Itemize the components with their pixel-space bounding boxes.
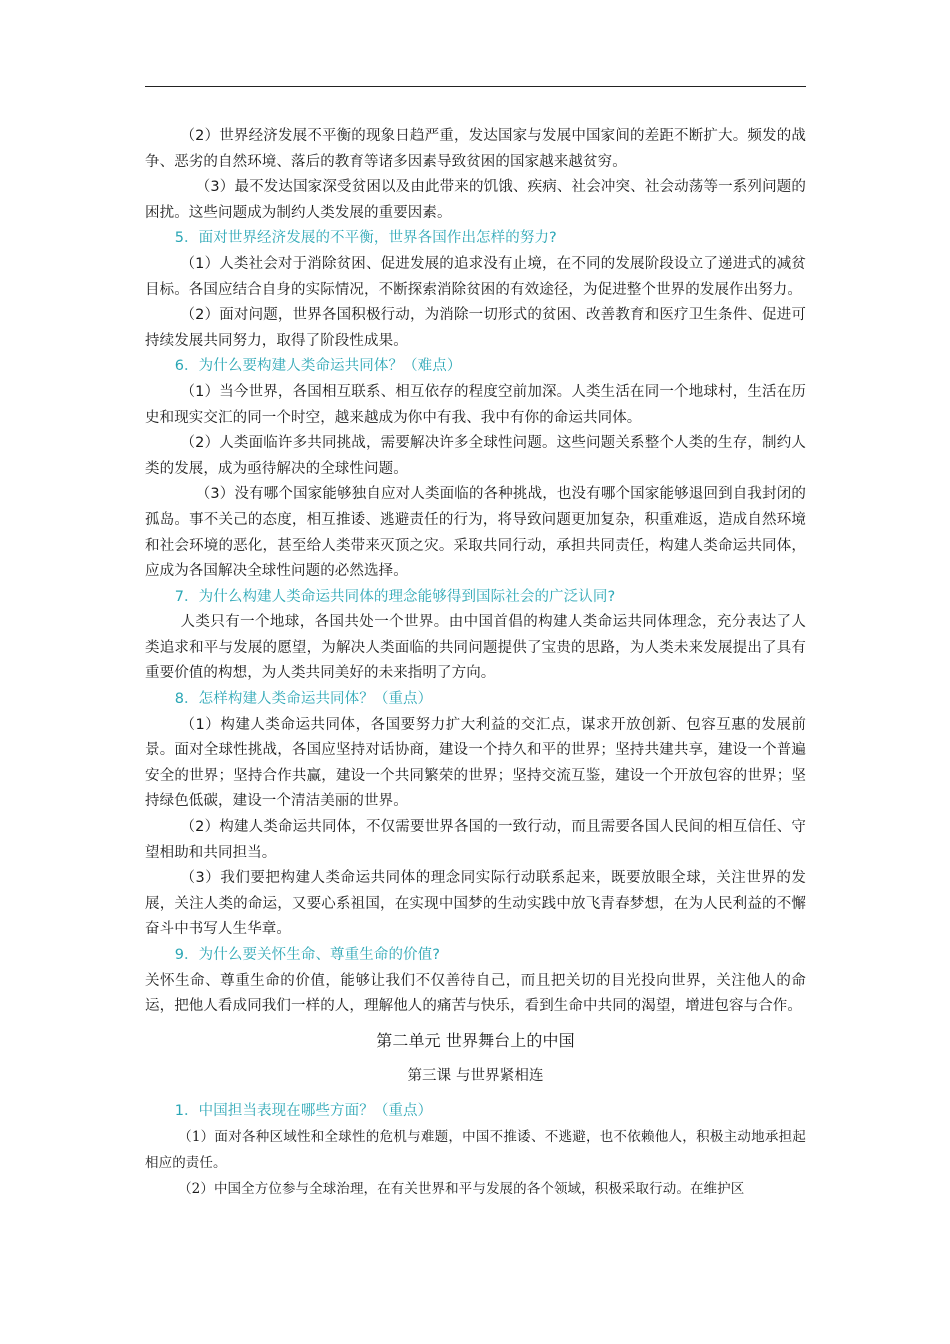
unit-title: 第二单元 世界舞台上的中国	[376, 1030, 575, 1050]
question-heading: 1．中国担当表现在哪些方面？（重点）	[174, 1102, 433, 1119]
paragraph: （1）构建人类命运共同体，各国要努力扩大利益的交汇点，谋求开放创新、包容互惠的发展前景。面对全球性挑战，各国应坚持对话协商，建设一个持久和平的世界；坚持共建共享，建设一个普遍安全的世界；坚持合作共赢，建设一个共同繁荣的世界；坚持交流互鉴，建设一个开放包容的世界；坚持绿色低碳，建设一个清洁美丽的世界。	[145, 716, 806, 810]
paragraph: （3）最不发达国家深受贫困以及由此带来的饥饿、疾病、社会冲突、社会动荡等一系列问题的困扰。这些问题成为制约人类发展的重要因素。	[145, 179, 806, 221]
question-heading: 6．为什么要构建人类命运共同体？（难点）	[174, 358, 462, 375]
paragraph: （2）构建人类命运共同体，不仅需要世界各国的一致行动，而且需要各国人民间的相互信任、守望相助和共同担当。	[145, 819, 806, 861]
paragraph: （2）中国全方位参与全球治理，在有关世界和平与发展的各个领域，积极采取行动。在维护区	[178, 1181, 745, 1198]
question-heading: 9．为什么要关怀生命、尊重生命的价值?	[174, 947, 441, 963]
paragraph: 关怀生命、尊重生命的价值，能够让我们不仅善待自己，而且把关切的目光投向世界，关注他人的命运，把他人看成同我们一样的人，理解他人的痛苦与快乐，看到生命中共同的渴望，增进包容与合作。	[145, 972, 806, 1015]
paragraph: 人类只有一个地球，各国共处一个世界。由中国首倡的构建人类命运共同体理念，充分表达了人类追求和平与发展的愿望，为解决人类面临的共同问题提供了宝贵的思路，为人类未来发展提出了具有重要价值的构想，为人类共同美好的未来指明了方向。	[145, 614, 806, 682]
header-rule	[145, 86, 806, 87]
question-heading: 7．为什么构建人类命运共同体的理念能够得到国际社会的广泛认同?	[174, 588, 616, 605]
paragraph: （3）我们要把构建人类命运共同体的理念同实际行动联系起来，既要放眼全球，关注世界的发展，关注人类的命运，又要心系祖国，在实现中国梦的生动实践中放飞青春梦想，在为人民利益的不懈奋斗中书写人生华章。	[145, 870, 806, 938]
paragraph: （2）世界经济发展不平衡的现象日趋严重，发达国家与发展中国家间的差距不断扩大。频发的战争、恶劣的自然环境、落后的教育等诸多因素导致贫困的国家越来越贫穷。	[145, 128, 806, 170]
paragraph: （1）面对各种区域性和全球性的危机与难题，中国不推诿、不逃避，也不依赖他人，积极主动地承担起相应的责任。	[145, 1129, 806, 1172]
paragraph: （1）当今世界，各国相互联系、相互依存的程度空前加深。人类生活在同一个地球村，生活在历史和现实交汇的同一个时空，越来越成为你中有我、我中有你的命运共同体。	[145, 383, 806, 426]
document-body	[145, 124, 806, 1202]
lesson-title: 第三课 与世界紧相连	[407, 1067, 544, 1084]
question-heading: 5．面对世界经济发展的不平衡，世界各国作出怎样的努力?	[174, 230, 557, 247]
paragraph: （1）人类社会对于消除贫困、促进发展的追求没有止境，在不同的发展阶段设立了递进式的减贫目标。各国应结合自身的实际情况，不断探索消除贫困的有效途径，为促进整个世界的发展作出努力。	[145, 255, 806, 298]
paragraph: （2）面对问题，世界各国积极行动，为消除一切形式的贫困、改善教育和医疗卫生条件、促进可持续发展共同努力，取得了阶段性成果。	[145, 307, 806, 349]
paragraph: （3）没有哪个国家能够独自应对人类面临的各种挑战，也没有哪个国家能够退回到自我封闭的孤岛。事不关己的态度，相互推诿、逃避责任的行为，将导致问题更加复杂，积重难返，造成自然环境和社会环境的恶化，甚至给人类带来灭顶之灾。采取共同行动，承担共同责任，构建人类命运共同体，应成为各国解决全球性问题的必然选择。	[145, 486, 806, 580]
paragraph: （2）人类面临许多共同挑战，需要解决许多全球性问题。这些问题关系整个人类的生存，制约人类的发展，成为亟待解决的全球性问题。	[145, 435, 806, 477]
question-heading: 8．怎样构建人类命运共同体？（重点）	[174, 691, 433, 708]
